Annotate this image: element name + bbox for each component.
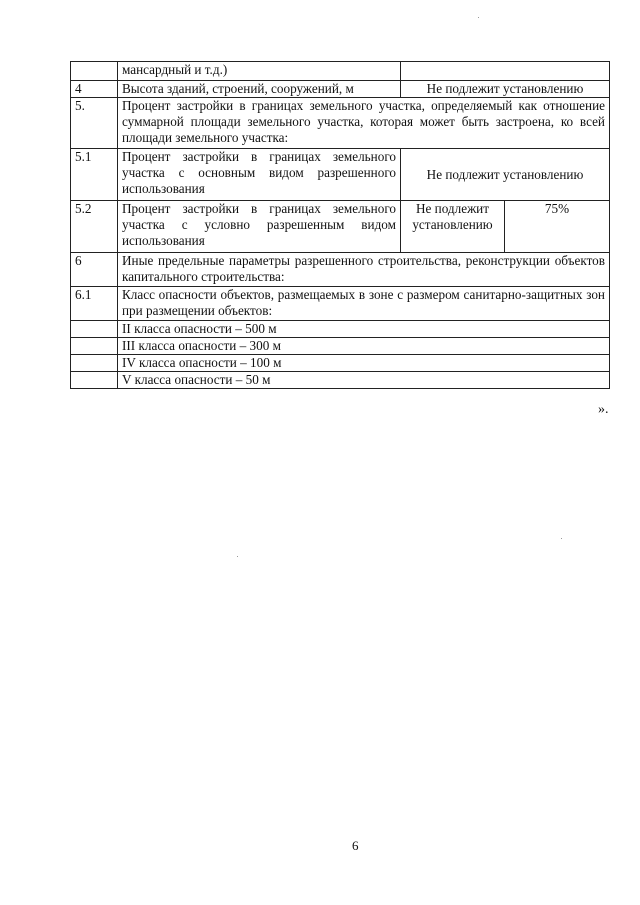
parameter-cell: Класс опасности объектов, размещаемых в зоне с размером санитарно-защитных зон при размещении объектов: [118,287,610,321]
row-number-cell [71,62,118,81]
parameter-cell: Иные предельные параметры разрешенного строительства, реконструкции объектов капитального строительства: [118,253,610,287]
value-cell-primary: Не подлежит установлению [401,201,505,253]
parameter-cell: II класса опасности – 500 м [118,321,610,338]
parameter-cell: Процент застройки в границах земельного участка, определяемый как отношение суммарной площади земельного участка, которая может быть застроена, ко всей площади земельного участка: [118,98,610,149]
zoning-parameters-table [70,61,610,389]
parameter-cell: Высота зданий, строений, сооружений, м [118,81,401,98]
row-number-cell: 6.1 [71,287,118,321]
row-number-cell: 5.1 [71,149,118,201]
page-number: 6 [352,838,359,853]
value-cell [401,62,610,81]
value-cell-conditional: 75% [505,201,610,253]
value-cell: Не подлежит установлению [401,149,610,201]
parameter-cell: IV класса опасности – 100 м [118,355,610,372]
scan-speck [561,538,562,539]
parameter-cell: V класса опасности – 50 м [118,372,610,389]
row-number-cell [71,355,118,372]
table-row [71,338,610,355]
parameter-cell: III класса опасности – 300 м [118,338,610,355]
row-number-cell: 5.2 [71,201,118,253]
table-row [71,253,610,287]
table-row [71,201,610,253]
table-row [71,149,610,201]
row-number-cell: 6 [71,253,118,287]
table-row [71,321,610,338]
row-number-cell [71,372,118,389]
table-row [71,98,610,149]
row-number-cell [71,321,118,338]
row-number-cell [71,338,118,355]
parameter-cell: мансардный и т.д.) [118,62,401,81]
table-row [71,372,610,389]
row-number-cell: 5. [71,98,118,149]
table-row [71,81,610,98]
table-row [71,355,610,372]
row-number-cell: 4 [71,81,118,98]
scan-speck [478,17,479,18]
table-row [71,287,610,321]
parameter-cell: Процент застройки в границах земельного участка с условно разрешенным видом использования [118,201,401,253]
scan-speck [237,556,238,557]
table-row [71,62,610,81]
closing-quote-mark: ». [598,402,609,417]
value-cell: Не подлежит установлению [401,81,610,98]
parameter-cell: Процент застройки в границах земельного участка с основным видом разрешенного использования [118,149,401,201]
